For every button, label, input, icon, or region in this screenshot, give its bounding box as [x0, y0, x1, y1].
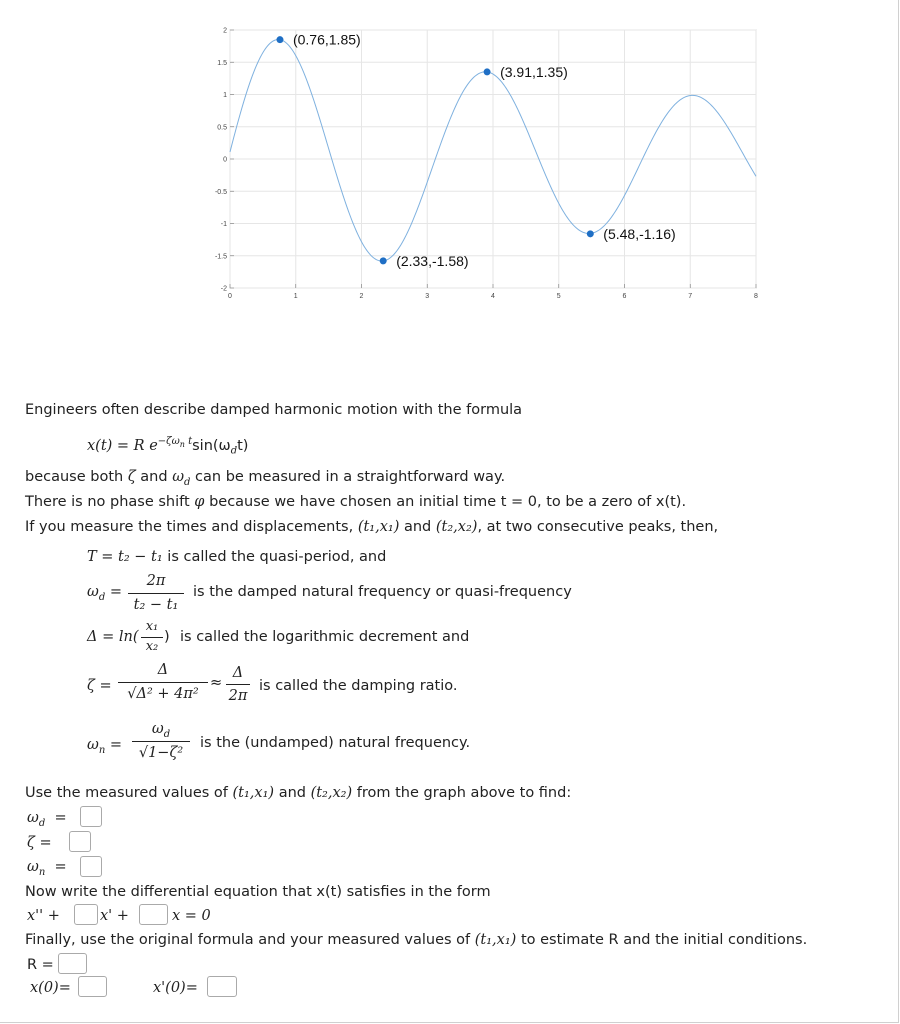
finally-pair: (t₁,x₁): [474, 932, 517, 948]
formula-exp-t: t: [184, 436, 193, 447]
use-post: from the graph above to find:: [356, 785, 572, 801]
phase-post: because we have chosen an initial time t = 0, to be a zero of x(t).: [209, 494, 687, 510]
zeta-input[interactable]: [70, 834, 90, 853]
period-line: [87, 549, 386, 565]
omega-d-symbol: ω: [172, 469, 185, 485]
label-xprime0: x'(0)=: [153, 980, 198, 996]
x-tick-label: 3: [425, 293, 430, 300]
x-tick-label: 1: [293, 293, 298, 300]
y-tick-label: 1.5: [217, 59, 227, 67]
wd-fraction-bar: [128, 593, 184, 594]
x-tick-label: 5: [556, 293, 561, 300]
use-line: [25, 785, 571, 801]
xprime0-input[interactable]: [208, 979, 236, 998]
de-coef-c-box[interactable]: [139, 904, 168, 925]
phase-pre: There is no phase shift: [25, 494, 190, 510]
finally-post: to estimate R and the initial conditions.: [520, 932, 808, 948]
formula-rest-end: t): [237, 437, 249, 454]
phi-symbol: φ: [194, 494, 205, 510]
delta-fraction-bar: [141, 637, 163, 638]
phase-line: [25, 494, 686, 510]
data-point-label: (0.76,1.85): [292, 31, 361, 48]
data-point-label: (3.91,1.35): [500, 63, 568, 80]
y-tick-label: -1.5: [214, 253, 227, 261]
label-omega-d: [27, 810, 67, 829]
delta-lhs: Δ = ln(: [87, 629, 139, 645]
zeta-input-box[interactable]: [69, 831, 91, 852]
now-write-text: Now write the differential equation that x(t) satisfies in the form: [25, 884, 491, 900]
zeta-fraction-bar: [118, 682, 208, 683]
x-tick-label: 7: [688, 293, 693, 300]
wd-numerator: 2π: [146, 573, 166, 589]
wn-num-sym: ω: [151, 721, 164, 737]
wn-fraction-bar: [132, 741, 190, 742]
wn-post: is the (undamped) natural frequency.: [200, 735, 471, 751]
R-input[interactable]: [59, 956, 86, 975]
zeta-numerator-2: Δ: [232, 665, 244, 681]
y-tick-label: -2: [220, 285, 227, 293]
omega-d-input[interactable]: [81, 809, 101, 828]
measure-and: and: [403, 519, 432, 535]
zeta-denominator-2: 2π: [228, 688, 248, 704]
wd-post: is the damped natural frequency or quasi-frequency: [193, 584, 572, 600]
label-omega-n: [27, 859, 67, 878]
x-tick-label: 6: [622, 293, 627, 300]
wd-lhs-sym: ω: [87, 584, 99, 600]
x-tick-label: 2: [359, 293, 364, 300]
formula: [87, 436, 248, 457]
zeta-lhs-sym: ζ: [87, 678, 95, 694]
pair-1: (t₁,x₁): [357, 519, 400, 535]
label-omega-n-sub: n: [38, 866, 46, 878]
formula-exp: −ζω: [157, 436, 180, 447]
measure-pre: If you measure the times and displacements,: [25, 519, 354, 535]
wd-lhs-sub: d: [98, 591, 106, 603]
y-tick-label: 1: [223, 92, 227, 99]
wn-numerator: [132, 721, 190, 740]
use-pair-2: (t₂,x₂): [310, 785, 353, 801]
label-R: R =: [27, 957, 54, 973]
because-line: [25, 469, 505, 488]
delta-denominator: x₂: [145, 639, 159, 654]
y-tick-label: -1: [220, 221, 227, 228]
wd-lhs: $\omega_d$ =: [87, 584, 122, 603]
x0-input[interactable]: [79, 979, 106, 998]
wn-lhs-sub: n: [98, 744, 106, 756]
data-point: [484, 68, 491, 75]
use-pre: Use the measured values of: [25, 785, 228, 801]
formula-exp-sub: n: [179, 440, 185, 449]
delta-post: is called the logarithmic decrement and: [180, 629, 470, 645]
zeta-numerator: Δ: [157, 662, 169, 678]
omega-n-input-box[interactable]: [80, 856, 102, 877]
y-tick-label: 0: [223, 156, 227, 164]
label-omega-d-eq: =: [54, 810, 67, 826]
data-point: [380, 257, 387, 264]
wd-denominator: t₂ − t₁: [133, 597, 179, 613]
y-tick-label: 0.5: [217, 124, 227, 132]
data-point-label: (5.48,-1.16): [603, 225, 676, 242]
x0-input-box[interactable]: [78, 976, 107, 997]
zeta-fraction-bar-2: [226, 684, 250, 685]
wn-denominator: √1−ζ²: [138, 745, 184, 761]
y-tick-label: 2: [223, 27, 227, 35]
label-omega-d-sub: d: [38, 817, 46, 829]
de-coef-b-box[interactable]: [74, 904, 98, 925]
omega-n-input[interactable]: [81, 859, 101, 878]
pair-2: (t₂,x₂): [435, 519, 478, 535]
data-point: [276, 36, 283, 43]
x-tick-label: 4: [491, 293, 495, 300]
finally-pre: Finally, use the original formula and your measured values of: [25, 932, 471, 948]
because-post: can be measured in a straightforward way.: [195, 469, 506, 485]
delta-close: ): [164, 629, 170, 645]
de-x0-label: x = 0: [172, 908, 211, 924]
data-point: [587, 230, 594, 237]
finally-line: [25, 932, 807, 948]
data-point-label: (2.33,-1.58): [396, 252, 469, 269]
de-coef-c-input[interactable]: [140, 907, 167, 926]
intro-text: Engineers often describe damped harmonic motion with the formula: [25, 402, 523, 418]
x-tick-label: 8: [754, 293, 758, 300]
zeta-symbol: ζ: [127, 469, 136, 485]
omega-d-sub: d: [184, 476, 191, 488]
omega-d-input-box[interactable]: [80, 806, 102, 827]
xprime0-input-box[interactable]: [207, 976, 237, 997]
and-word: and: [140, 469, 168, 485]
measure-post: , at two consecutive peaks, then,: [477, 519, 719, 535]
R-input-box[interactable]: [58, 953, 87, 974]
period-def: T = t₂ − t₁: [87, 549, 163, 565]
formula-rest-sub: d: [230, 445, 238, 457]
de-x1-label: x' +: [100, 908, 129, 924]
formula-lhs: x(t) = R e: [87, 437, 158, 454]
de-coef-b-input[interactable]: [75, 907, 97, 926]
formula-rest: sin(ω: [192, 437, 231, 454]
label-zeta: ζ =: [27, 835, 52, 851]
wn-lhs: $\omega_n$ =: [87, 737, 123, 756]
use-pair-1: (t₁,x₁): [232, 785, 275, 801]
label-omega-d-sym: ω: [27, 810, 39, 826]
wn-num-sub: d: [163, 728, 171, 740]
y-tick-label: -0.5: [214, 188, 227, 196]
label-x0: x(0)=: [30, 980, 71, 996]
x-tick-label: 0: [228, 293, 232, 300]
zeta-post: is called the damping ratio.: [259, 678, 458, 694]
delta-numerator: x₁: [145, 619, 159, 634]
zeta-denominator: √Δ² + 4π²: [127, 686, 199, 702]
label-omega-n-eq: =: [54, 859, 67, 875]
because-pre: because both: [25, 469, 124, 485]
zeta-lhs: ζ =: [87, 678, 112, 694]
use-and: and: [278, 785, 306, 801]
approx-sign: ≈: [210, 675, 223, 691]
de-x2-label: x'' +: [27, 908, 60, 924]
label-omega-n-sym: ω: [27, 859, 39, 875]
period-post: is called the quasi-period, and: [167, 549, 387, 565]
damped-oscillation-chart: [0, 0, 900, 320]
wn-lhs-sym: ω: [87, 737, 99, 753]
measure-line: [25, 519, 718, 535]
